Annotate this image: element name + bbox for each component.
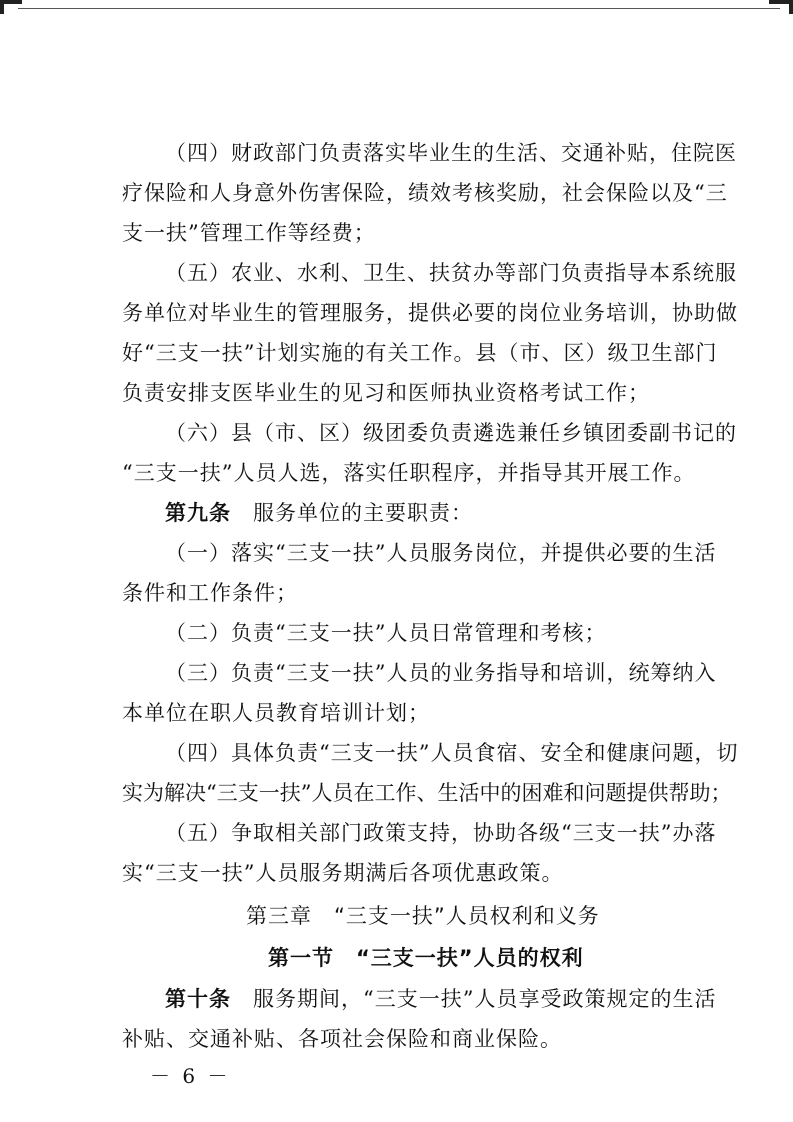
text-line: 支一扶”管理工作等经费； <box>122 221 376 245</box>
article-10-lead: 第十条 <box>165 987 231 1011</box>
section-title: 第一节 “三支一扶”人员的权利 <box>268 946 584 970</box>
text-line: 条件和工作条件； <box>122 581 298 605</box>
text-line: 务单位对毕业生的管理服务，提供必要的岗位业务培训，协助做 <box>122 301 738 325</box>
text-line: （二）负责“三支一扶”人员日常管理和考核； <box>165 621 607 645</box>
text-line: （四）具体负责“三支一扶”人员食宿、安全和健康问题，切 <box>165 741 739 765</box>
text-line: （六）县（市、区）级团委负责遴选兼任乡镇团委副书记的 <box>165 421 737 445</box>
text-line: 补贴、交通补贴、各项社会保险和商业保险。 <box>122 1027 562 1051</box>
text-line: 实“三支一扶”人员服务期满后各项优惠政策。 <box>122 861 564 885</box>
text-line: （四）财政部门负责落实毕业生的生活、交通补贴，住院医 <box>165 141 737 165</box>
text-line: 实为解决“三支一扶”人员在工作、生活中的困难和问题提供帮助； <box>122 781 732 805</box>
article-10-text: 服务期间，“三支一扶”人员享受政策规定的生活 <box>253 987 717 1011</box>
chapter-title: 第三章 “三支一扶”人员权利和义务 <box>246 904 600 928</box>
scan-border-line <box>18 8 780 9</box>
article-9 <box>165 497 473 527</box>
article-9-text: 服务单位的主要职责： <box>253 501 473 525</box>
text-line: “三支一扶”人员人选，落实任职程序，并指导其开展工作。 <box>122 461 696 485</box>
corner-mark-right <box>769 0 793 14</box>
text-line: 负责安排支医毕业生的见习和医师执业资格考试工作； <box>122 381 650 405</box>
text-line: （五）农业、水利、卫生、扶贫办等部门负责指导本系统服 <box>165 261 737 285</box>
article-10 <box>165 983 716 1013</box>
page-number: － 6 － <box>150 1064 231 1088</box>
article-9-lead: 第九条 <box>165 501 231 525</box>
text-line: （一）落实“三支一扶”人员服务岗位，并提供必要的生活 <box>165 541 717 565</box>
text-line: 本单位在职人员教育培训计划； <box>122 701 430 725</box>
text-line: （三）负责“三支一扶”人员的业务指导和培训，统筹纳入 <box>165 661 717 685</box>
corner-mark-left <box>0 0 22 14</box>
text-line: 疗保险和人身意外伤害保险，绩效考核奖励，社会保险以及“三 <box>122 181 728 205</box>
text-line: 好“三支一扶”计划实施的有关工作。县（市、区）级卫生部门 <box>122 341 718 365</box>
text-line: （五）争取相关部门政策支持，协助各级“三支一扶”办落 <box>165 821 717 845</box>
